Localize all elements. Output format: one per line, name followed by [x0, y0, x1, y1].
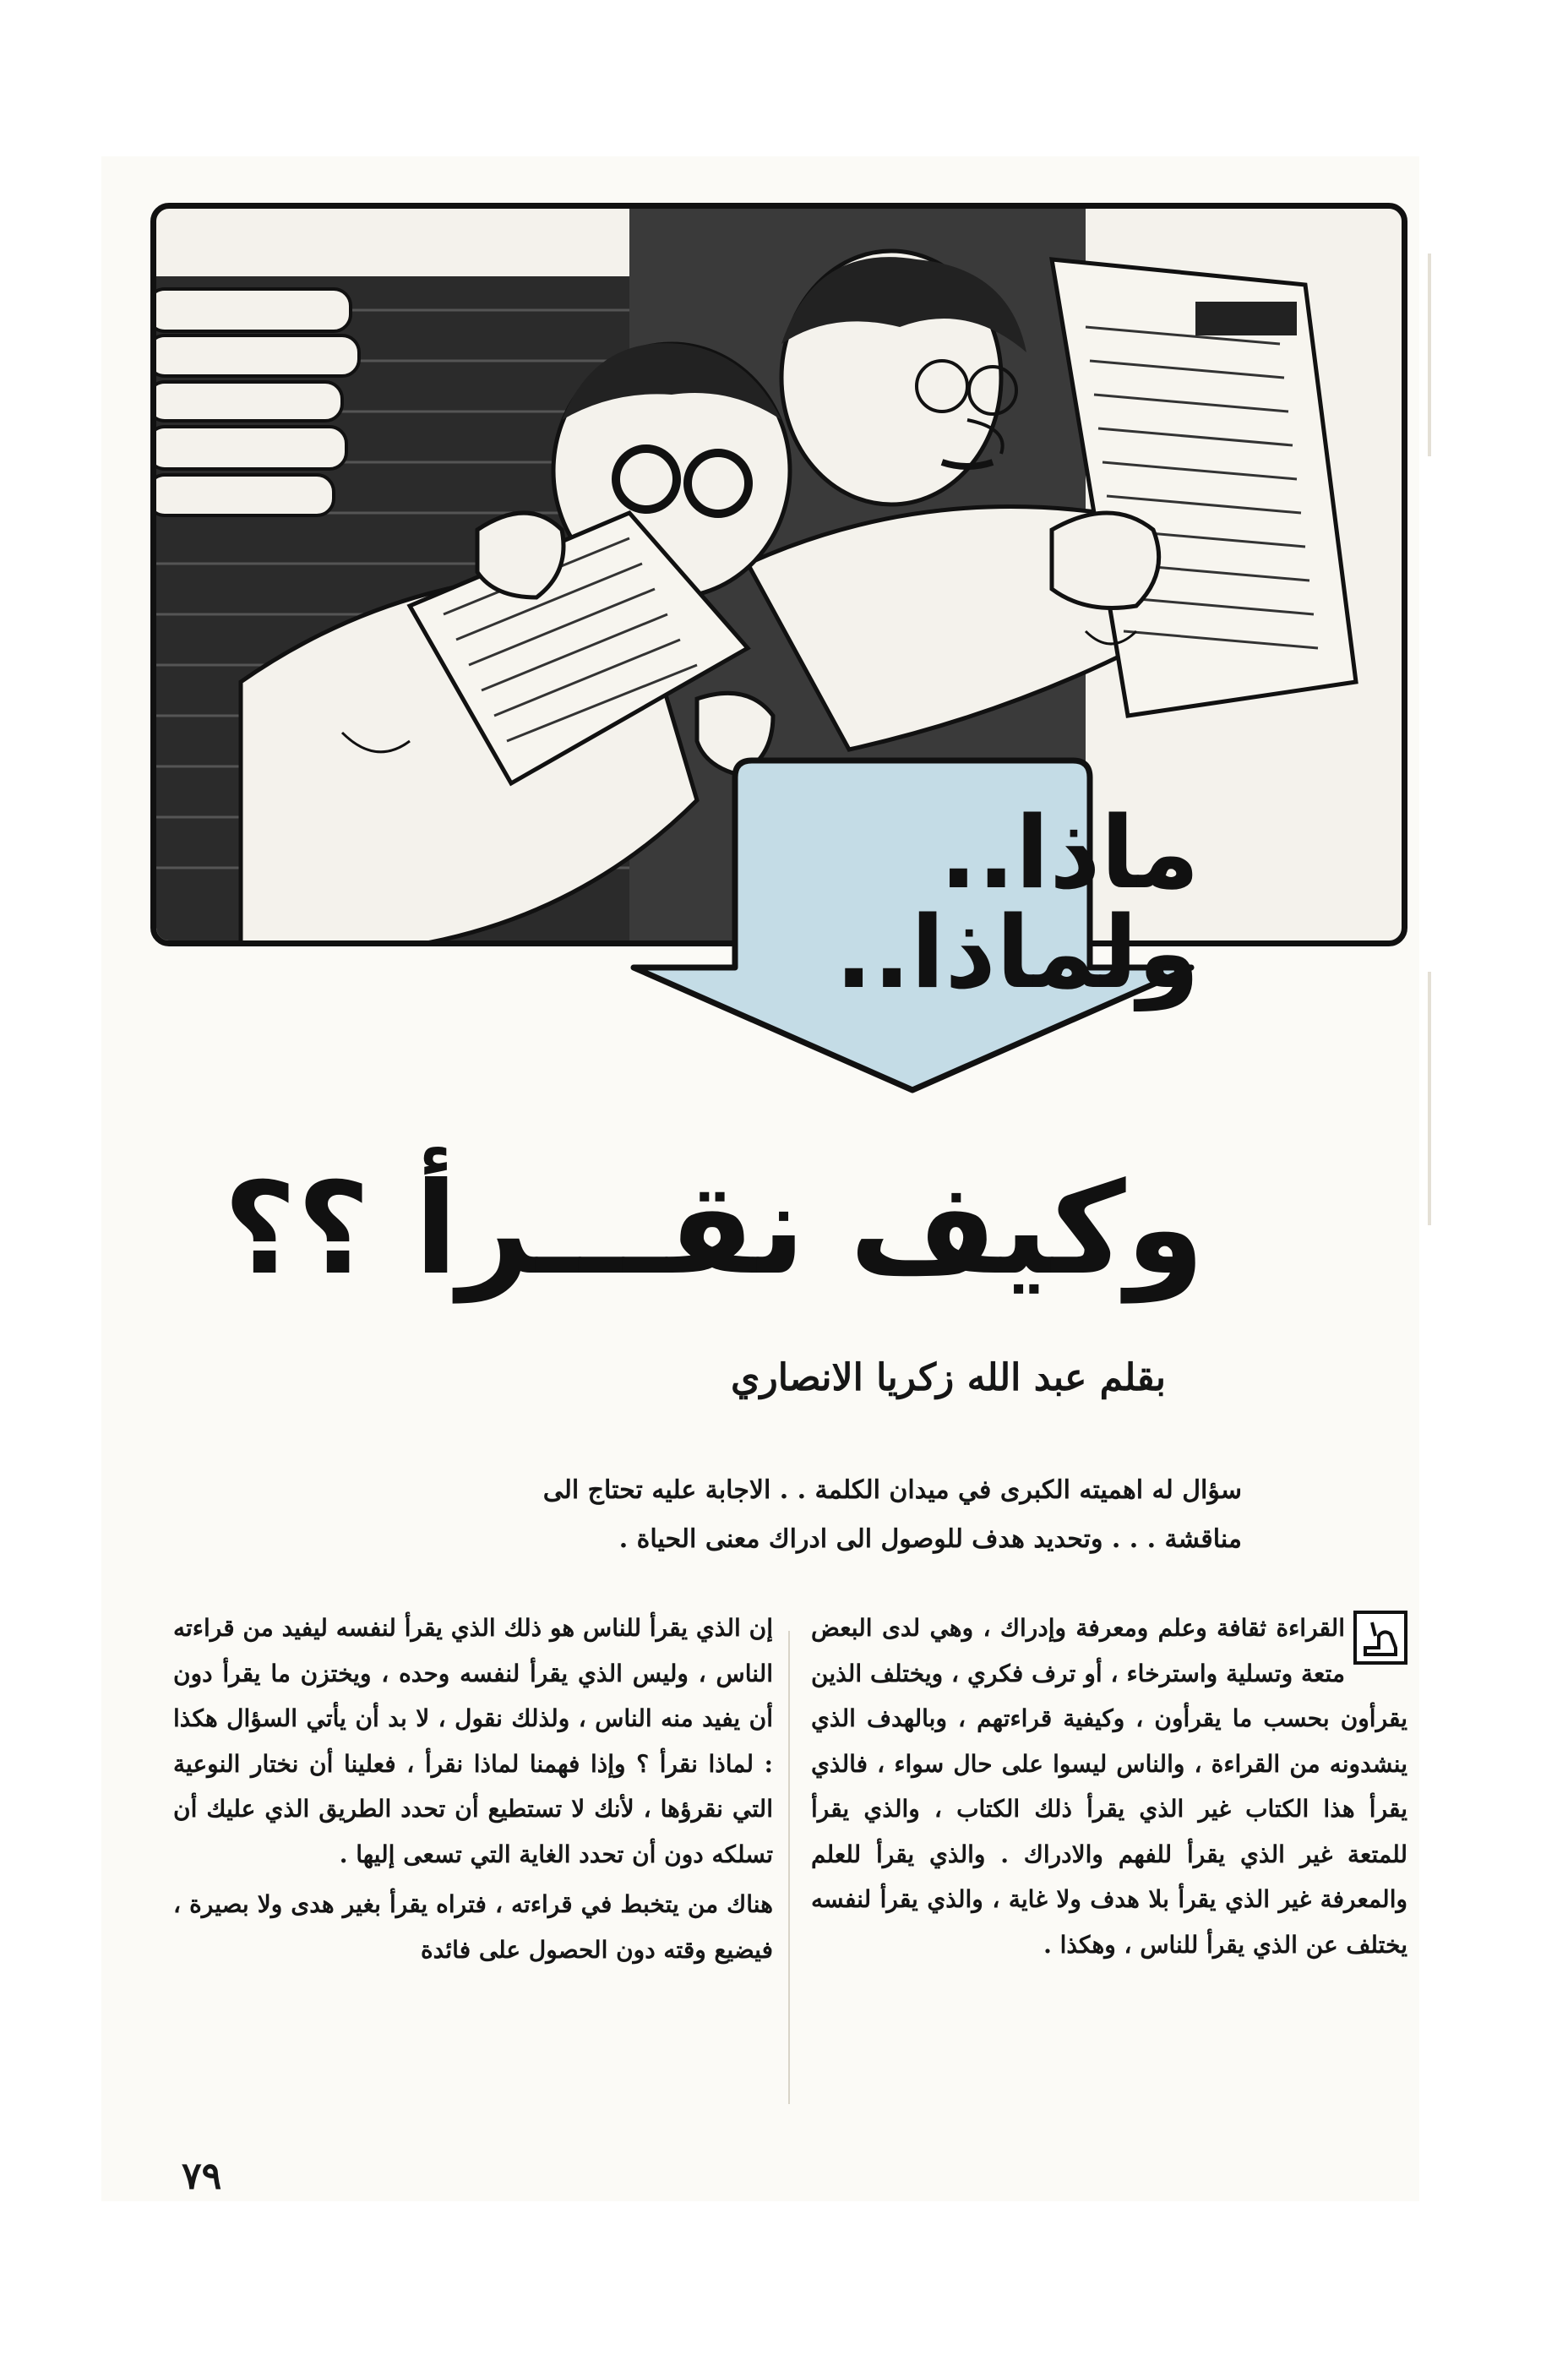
banner-line-2: ولماذا..: [835, 894, 1200, 1011]
article-title: وكيف نقـــرأ ؟؟: [223, 1156, 1205, 1303]
article-column-right: [811, 1606, 1407, 1972]
column-divider: [788, 1631, 790, 2104]
paragraph: هناك من يتخبط في قراءته ، فتراه يقرأ بغير هدى ولا بصيرة ، فيضيع وقته دون الحصول على فائدة: [173, 1890, 773, 1964]
paragraph: القراءة ثقافة وعلم ومعرفة وإدراك ، وهي لدى البعض متعة وتسلية واسترخاء ، أو ترف فكري ، ويختلف الذين يقرأون بحسب ما يقرأون ، وكيفية قراءتهم ، وبالهدف الذي ينشدونه من القراءة ، والناس ليسوا على حال سواء ، فالذي يقرأ هذا الكتاب غير الذي يقرأ ذلك الكتاب ، والذي يقرأ للمتعة غير الذي يقرأ للفهم والادراك . والذي يقرأ للعلم والمعرفة غير الذي يقرأ بلا هدف ولا غاية ، والذي يقرأ لنفسه يختلف عن الذي يقرأ للناس ، وهكذا .: [811, 1614, 1407, 1959]
intro-deck: [355, 1466, 1242, 1564]
reading-hand-icon: [1353, 1611, 1407, 1665]
page-number: ٧٩: [182, 2155, 222, 2198]
intro-line-2: مناقشة . . . وتحديد هدف للوصول الى ادراك معنى الحياة .: [618, 1524, 1242, 1554]
scan-edge-mark: [1428, 972, 1431, 1225]
banner-line-1: ماذا..: [939, 794, 1200, 911]
banner-title: [727, 794, 1200, 1011]
byline: بقلم عبد الله زكريا الانصاري: [731, 1356, 1166, 1399]
intro-line-1: سؤال له اهميته الكبرى في ميدان الكلمة . . الاجابة عليه تحتاج الى: [542, 1475, 1242, 1505]
article-column-left: [173, 1606, 773, 1977]
paragraph: إن الذي يقرأ للناس هو ذلك الذي يقرأ لنفسه ليفيد من قراءته الناس ، وليس الذي يقرأ لنفسه وحده ، ويختزن ما يقرأ دون أن يفيد منه الناس ، ولذلك نقول ، لا بد أن يأتي السؤال هكذا : لماذا نقرأ ؟ وإذا فهمنا لماذا نقرأ ، فعلينا أن نختار النوعية التي نقرؤها ، لأنك لا تستطيع أن تحدد الطريق الذي عليك أن تسلكه دون أن تحدد الغاية التي تسعى إليها .: [173, 1614, 773, 1868]
scan-edge-mark: [1428, 254, 1431, 456]
